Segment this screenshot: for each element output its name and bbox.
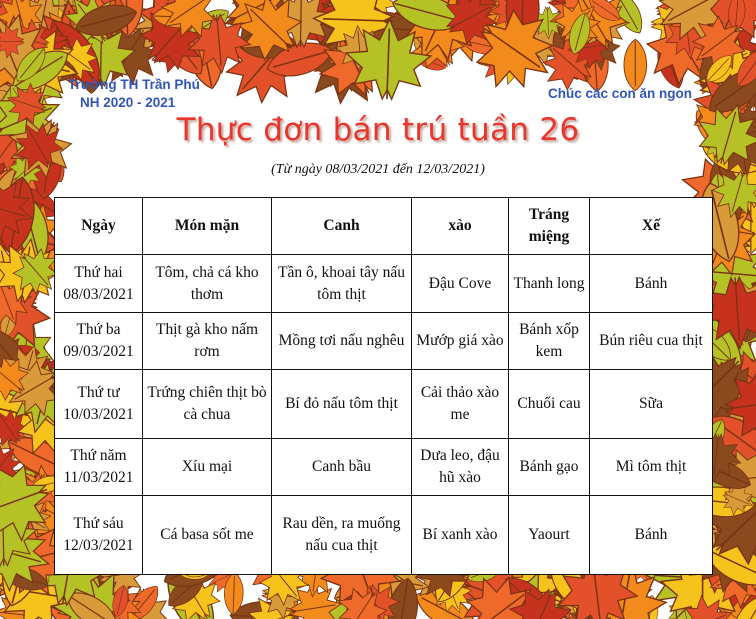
- day-date: 11/03/2021: [63, 469, 134, 486]
- dessert-cell: Yaourt: [509, 496, 590, 575]
- table-row: [55, 313, 713, 370]
- day-cell: [55, 255, 143, 313]
- main-dish-cell: Thịt gà kho nấm rơm: [143, 313, 272, 370]
- autumn-leaf-icon: [624, 39, 647, 90]
- header-day: Ngày: [55, 198, 143, 255]
- snack-cell: Bún riêu cua thịt: [590, 313, 713, 370]
- snack-cell: Bánh: [590, 496, 713, 575]
- header-stir-fry: xào: [412, 198, 509, 255]
- day-date: 10/03/2021: [63, 406, 134, 423]
- dessert-cell: Chuối cau: [509, 370, 590, 439]
- stir-fry-cell: Đậu Cove: [412, 255, 509, 313]
- main-dish-cell: Trứng chiên thịt bò cà chua: [143, 370, 272, 439]
- day-cell: [55, 439, 143, 496]
- soup-cell: Rau dền, ra muống nấu cua thịt: [272, 496, 412, 575]
- page-title: Thực đơn bán trú tuần 26: [176, 112, 580, 148]
- dessert-cell: Thanh long: [509, 255, 590, 313]
- day-name: Thứ năm: [70, 447, 127, 464]
- menu-table: [54, 197, 713, 575]
- day-date: 09/03/2021: [63, 343, 134, 360]
- header-main-dish: Món mặn: [143, 198, 272, 255]
- date-range: (Từ ngày 08/03/2021 đến 12/03/2021): [271, 162, 485, 177]
- table-row: [55, 439, 713, 496]
- day-name: Thứ hai: [74, 263, 123, 281]
- stir-fry-cell: Bí xanh xào: [412, 496, 509, 575]
- snack-cell: Bánh: [590, 255, 713, 313]
- snack-cell: Sữa: [590, 370, 713, 439]
- soup-cell: Tần ô, khoai tây nấu tôm thịt: [272, 255, 412, 313]
- snack-cell: Mì tôm thịt: [590, 439, 713, 496]
- day-name: Thứ tư: [77, 384, 120, 401]
- day-cell: [55, 496, 143, 575]
- stir-fry-cell: Dưa leo, đậu hũ xào: [412, 439, 509, 496]
- table-row: [55, 255, 713, 313]
- header-snack: Xế: [590, 198, 713, 255]
- day-date: 12/03/2021: [63, 537, 134, 554]
- day-date: 08/03/2021: [63, 285, 134, 303]
- soup-cell: Mồng tơi nấu nghêu: [272, 313, 412, 370]
- main-dish-cell: Xíu mại: [143, 439, 272, 496]
- soup-cell: Canh bầu: [272, 439, 412, 496]
- main-dish-cell: Cá basa sốt me: [143, 496, 272, 575]
- greeting-text: Chúc các con ăn ngon: [547, 86, 692, 101]
- table-row: [55, 370, 713, 439]
- day-name: Thứ sáu: [73, 515, 124, 532]
- school-name: Trường TH Trần Phú: [68, 77, 200, 92]
- header-dessert: Tráng miệng: [509, 198, 590, 255]
- stir-fry-cell: Mướp giá xào: [412, 313, 509, 370]
- table-row: [55, 496, 713, 575]
- day-cell: [55, 370, 143, 439]
- table-header-row: [55, 198, 713, 255]
- soup-cell: Bí đỏ nấu tôm thịt: [272, 370, 412, 439]
- day-cell: [55, 313, 143, 370]
- header-soup: Canh: [272, 198, 412, 255]
- dessert-cell: Bánh gạo: [509, 439, 590, 496]
- school-header: [64, 76, 214, 112]
- school-year: NH 2020 - 2021: [80, 95, 176, 110]
- dessert-cell: Bánh xốp kem: [509, 313, 590, 370]
- stir-fry-cell: Cải thảo xào me: [412, 370, 509, 439]
- day-name: Thứ ba: [76, 321, 121, 338]
- main-dish-cell: Tôm, chả cá kho thơm: [143, 255, 272, 313]
